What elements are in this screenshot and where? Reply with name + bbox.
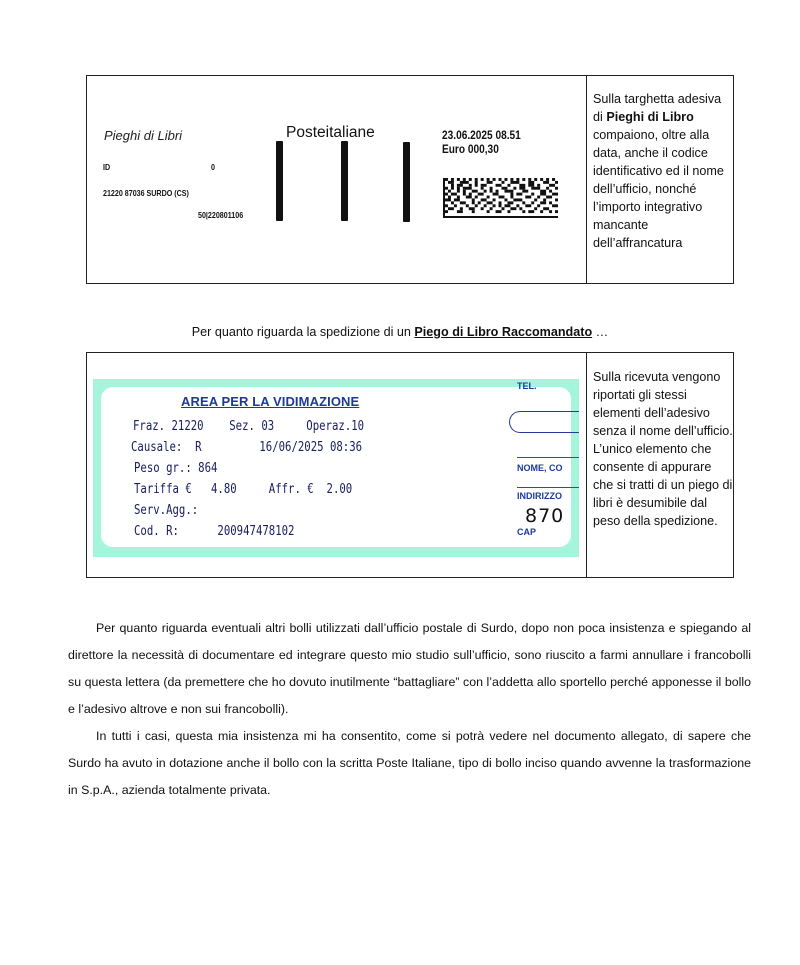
tel-label: TEL.: [517, 381, 537, 389]
box-divider: [586, 353, 587, 577]
label-title: Pieghi di Libri: [104, 128, 183, 143]
caption-text-end: compaiono, oltre alla data, anche il codice identificativo ed il nome dell’ufficio, nonché l’importo integrativo mancante dell’affrancatura: [593, 128, 724, 250]
form-rule: [517, 487, 579, 488]
receipt-line: Tariffa € 4.80 Affr. € 2.00: [134, 482, 353, 497]
poste-italiane-logo: [286, 124, 375, 142]
bar-mark-3: [403, 142, 410, 222]
box-divider: [586, 76, 587, 283]
body-paragraph-1: [68, 615, 751, 723]
label-amount: Euro 000,30: [442, 144, 499, 156]
label-id-value: 0: [211, 162, 215, 172]
datamatrix-icon: [443, 178, 558, 218]
paragraph-text: Per quanto riguarda eventuali altri bolli utilizzati dall’ufficio postale di Surdo, dopo non poca insistenza e spiegando al direttore la necessità di documentare ed integrare questo mio studio sull’ufficio, sono riuscito a farmi annullare i francobolli su questa lettera (da premettere che ho dovuto inutilmente “battagliare” con l’addetta allo sportello perché apponesse il bollo e l’adesivo altrove e non sui francobolli).: [68, 621, 751, 716]
intro-emphasis: Piego di Libro Raccomandato: [414, 325, 593, 339]
intro-ellipsis: …: [592, 325, 609, 339]
caption-text: Sulla targhetta adesiva di: [593, 92, 722, 124]
receipt-frame: [93, 379, 579, 557]
receipt-header: AREA PER LA VIDIMAZIONE: [181, 394, 360, 409]
body-paragraph-2: [68, 723, 751, 804]
phone-field: [509, 411, 579, 433]
bar-mark-2: [341, 141, 348, 221]
cap-label: CAP: [517, 527, 537, 537]
nome-label: NOME, CO: [517, 463, 563, 473]
label-caption: [593, 90, 733, 252]
receipt-caption: Sulla ricevuta vengono riportati gli stessi elementi dell’adesivo senza il nome dell’ufficio. L’unico elemento che consente di appurare che si tratti di un piego di libri è desumibile dal peso della spedizione.: [593, 370, 733, 528]
intro-line: [0, 325, 800, 339]
indirizzo-label: INDIRIZZO: [517, 491, 562, 501]
brand-bold: Poste: [286, 124, 326, 141]
label-datetime: 23.06.2025 08.51: [442, 130, 521, 142]
label-office: 21220 87036 SURDO (CS): [103, 188, 189, 198]
receipt-card: [101, 381, 571, 547]
receipt-line: Cod. R: 200947478102: [134, 524, 295, 539]
label-id-label: ID: [103, 162, 111, 172]
receipt-line: Fraz. 21220 Sez. 03 Operaz.10: [133, 419, 365, 434]
label-figure-box: [86, 75, 734, 284]
receipt-figure-box: [86, 352, 734, 578]
brand-rest: italiane: [325, 124, 375, 141]
receipt-line: Causale: R 16/06/2025 08:36: [131, 440, 363, 455]
paragraph-text: In tutti i casi, questa mia insistenza mi ha consentito, come si potrà vedere nel documento allegato, di sapere che Surdo ha avuto in dotazione anche il bollo con la scritta Poste Italiane, tipo di bollo inciso quando avvenne la trasformazione in S.p.A., azienda totalmente privata.: [68, 729, 751, 797]
form-rule: [517, 457, 579, 458]
receipt-line: Peso gr.: 864: [134, 461, 218, 476]
bar-mark-1: [276, 141, 283, 221]
caption-bold: Pieghi di Libro: [606, 110, 694, 124]
intro-text: Per quanto riguarda la spedizione di un: [191, 325, 415, 339]
label-code: 50|220801106: [198, 210, 244, 220]
handwritten-cap: 870: [525, 505, 565, 527]
postage-label: [91, 90, 581, 265]
receipt-line: Serv.Agg.:: [134, 503, 199, 518]
